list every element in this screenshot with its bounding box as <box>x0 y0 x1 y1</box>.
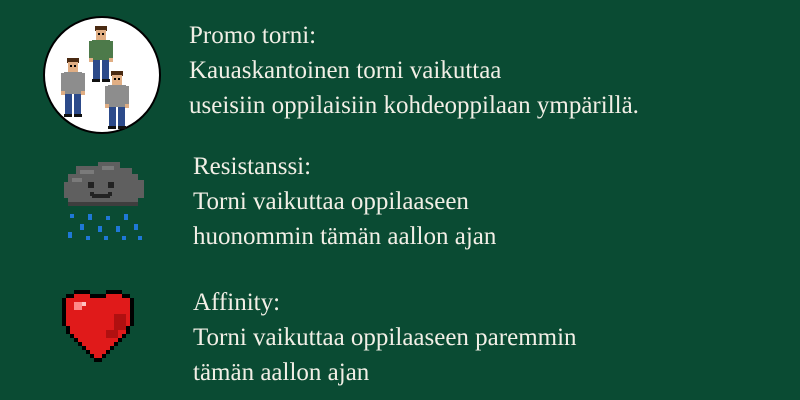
legend-text-resistance <box>193 149 496 254</box>
students-group-icon <box>42 15 162 135</box>
entry-title: Resistanssi: <box>193 153 312 180</box>
entry-title: Promo torni: <box>189 22 317 49</box>
entry-description-line: Torni vaikuttaa oppilaaseen paremmin <box>193 324 577 351</box>
legend-text-promo-tower <box>189 18 639 123</box>
entry-description-line: Torni vaikuttaa oppilaaseen <box>193 188 469 215</box>
legend-text-affinity <box>193 285 577 390</box>
legend-entry-resistance <box>0 140 800 270</box>
entry-description-line: tämän aallon ajan <box>193 359 370 386</box>
entry-description-line: Kauaskantoinen torni vaikuttaa <box>189 57 502 84</box>
legend-entry-promo-tower <box>0 0 800 140</box>
legend-entry-affinity <box>0 270 800 400</box>
entry-description-line: huonommin tämän aallon ajan <box>193 223 497 250</box>
entry-description-line: useisiin oppilaisiin kohdeoppilaan ympärillä. <box>189 92 639 119</box>
heart-icon <box>62 290 134 366</box>
rain-cloud-icon <box>62 160 146 244</box>
entry-title: Affinity: <box>193 289 281 316</box>
